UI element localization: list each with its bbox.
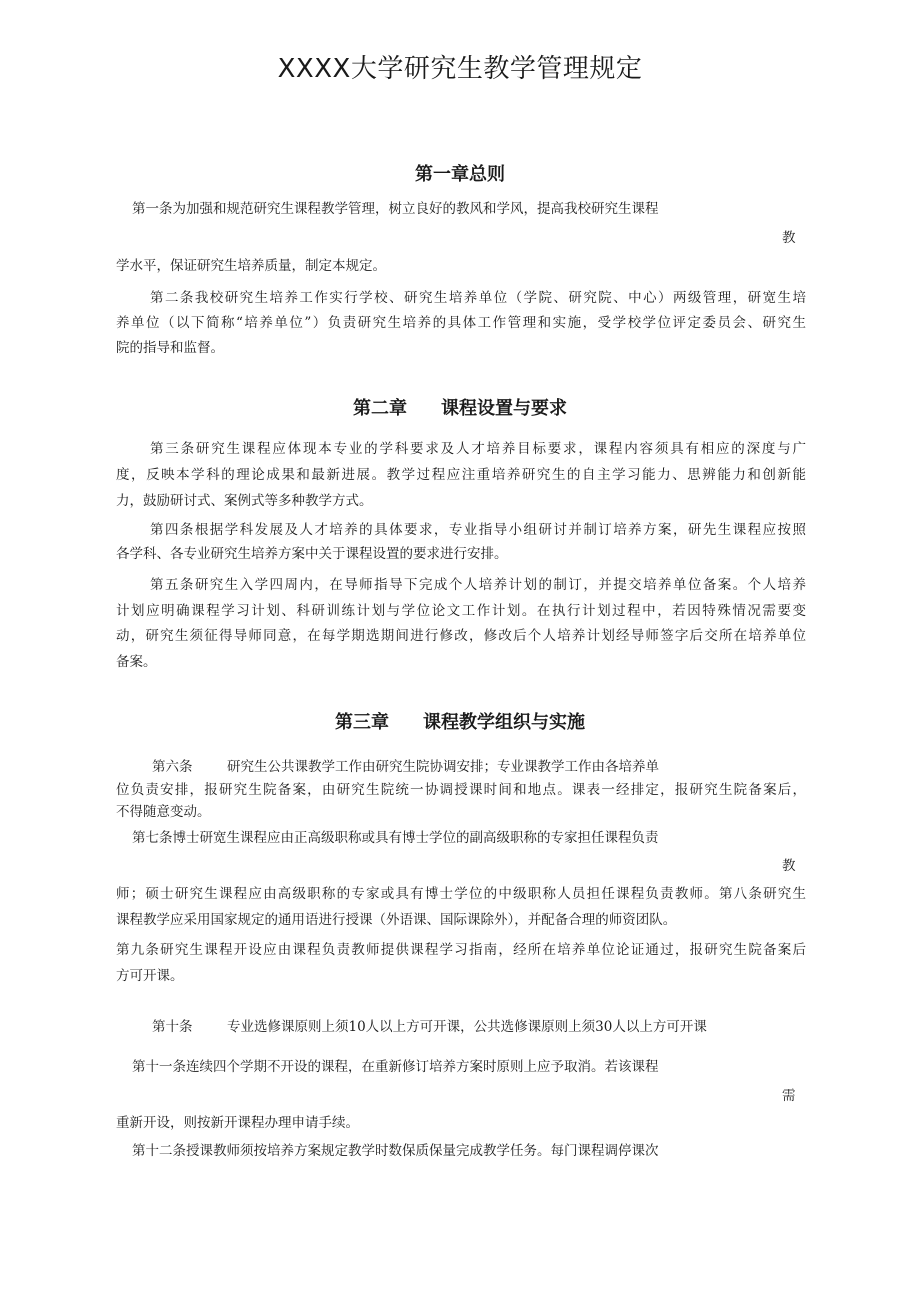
article-5-line-3: 动，研究生须征得导师同意，在每学期选期间进行修改，修改后个人培养计划经导师签字后交所在培养单位 (116, 628, 806, 644)
article-11-line-3: 重新开设，则按新开课程办理申请手续。 (116, 1115, 359, 1131)
article-1-line-1: 第一条为加强和规范研究生课程教学管理，树立良好的教风和学风，提高我校研究生课程 (132, 201, 659, 217)
article-4-line-2: 各学科、各专业研究生培养方案中关于课程设置的要求进行安排。 (116, 546, 508, 562)
article-3-line-1: 第三条研究生课程应体现本专业的学科要求及人才培养目标要求，课程内容须具有相应的深度与广 (150, 441, 806, 457)
article-6-line-3: 不得随意变动。 (116, 804, 211, 820)
chapter-heading-2 (0, 394, 920, 420)
chapter-3-title: 课程教学组织与实施 (423, 712, 585, 733)
article-10-number: 第十条 (152, 1019, 193, 1035)
article-2-line-1: 第二条我校研究生培养工作实行学校、研究生培养单位（学院、研究院、中心）两级管理，研宽生培 (150, 290, 806, 306)
article-7-line-1: 第七条博士研宽生课程应由正高级职称或具有博士学位的副高级职称的专家担任课程负责 (132, 830, 659, 846)
article-6-line-2: 位负责安排，报研究生院备案，由研究生院统一协调授课时间和地点。课表一经排定，报研究生院备案后， (116, 782, 806, 798)
article-2-line-2: 养单位（以下简称“培养单位”）负责研究生培养的具体工作管理和实施，受学校学位评定委员会、研究生 (116, 315, 806, 331)
article-8-line-1: 课程教学应采用国家规定的通用语进行授课（外语课、国际课除外），并配备合理的师资团队。 (116, 912, 677, 928)
article-7-line-2: 教 (782, 858, 796, 874)
article-1-line-3: 学水平，保证研究生培养质量，制定本规定。 (116, 258, 386, 274)
article-9-line-1: 第九条研究生课程开设应由课程负责教师提供课程学习指南，经所在培养单位论证通过，报研究生院备案后 (116, 942, 806, 958)
article-6-line-1: 研究生公共课教学工作由研究生院协调安排；专业课教学工作由各培养单 (227, 759, 659, 775)
chapter-heading-3 (0, 708, 920, 734)
article-9-line-2: 方可开课。 (116, 968, 184, 984)
article-1-line-2: 教 (782, 230, 796, 246)
chapter-2-title: 课程设置与要求 (441, 398, 567, 419)
article-12-line-1: 第十二条授课教师须按培养方案规定教学时数保质保量完成教学任务。每门课程调停课次 (132, 1143, 659, 1159)
chapter-heading-1: 第一章总则 (415, 164, 505, 185)
article-5-line-2: 计划应明确课程学习计划、科研训练计划与学位论文工作计划。在执行计划过程中，若因特殊情况需要变 (116, 603, 806, 619)
article-3-line-3: 力，鼓励研讨式、案例式等多种教学方式。 (116, 493, 373, 509)
document-title: XXXX大学研究生教学管理规定 (277, 54, 643, 84)
article-4-line-1: 第四条根据学科发展及人才培养的具体要求，专业指导小组研讨并制订培养方案，研先生课程应按照 (150, 522, 806, 538)
chapter-2-number: 第二章 (353, 398, 407, 419)
article-7-line-3: 师；硕士研究生课程应由高级职称的专家或具有博士学位的中级职称人员担任课程负责教师。第八条研究生 (116, 886, 806, 902)
article-5-line-4: 备案。 (116, 654, 157, 670)
article-10-line-1: 专业选修课原则上须10人以上方可开课，公共选修课原则上须30人以上方可开课 (227, 1019, 707, 1035)
article-11-line-1: 第十一条连续四个学期不开设的课程，在重新修订培养方案时原则上应予取消。若该课程 (132, 1059, 659, 1075)
article-2-line-3: 院的指导和监督。 (116, 340, 224, 356)
article-3-line-2: 度，反映本学科的理论成果和最新进展。教学过程应注重培养研究生的自主学习能力、思辨能力和创新能 (116, 467, 806, 483)
chapter-3-number: 第三章 (335, 712, 389, 733)
article-5-line-1: 第五条研究生入学四周内，在导师指导下完成个人培养计划的制订，并提交培养单位备案。个人培养 (150, 577, 806, 593)
article-11-line-2: 需 (782, 1088, 796, 1104)
article-6-number: 第六条 (152, 759, 193, 775)
